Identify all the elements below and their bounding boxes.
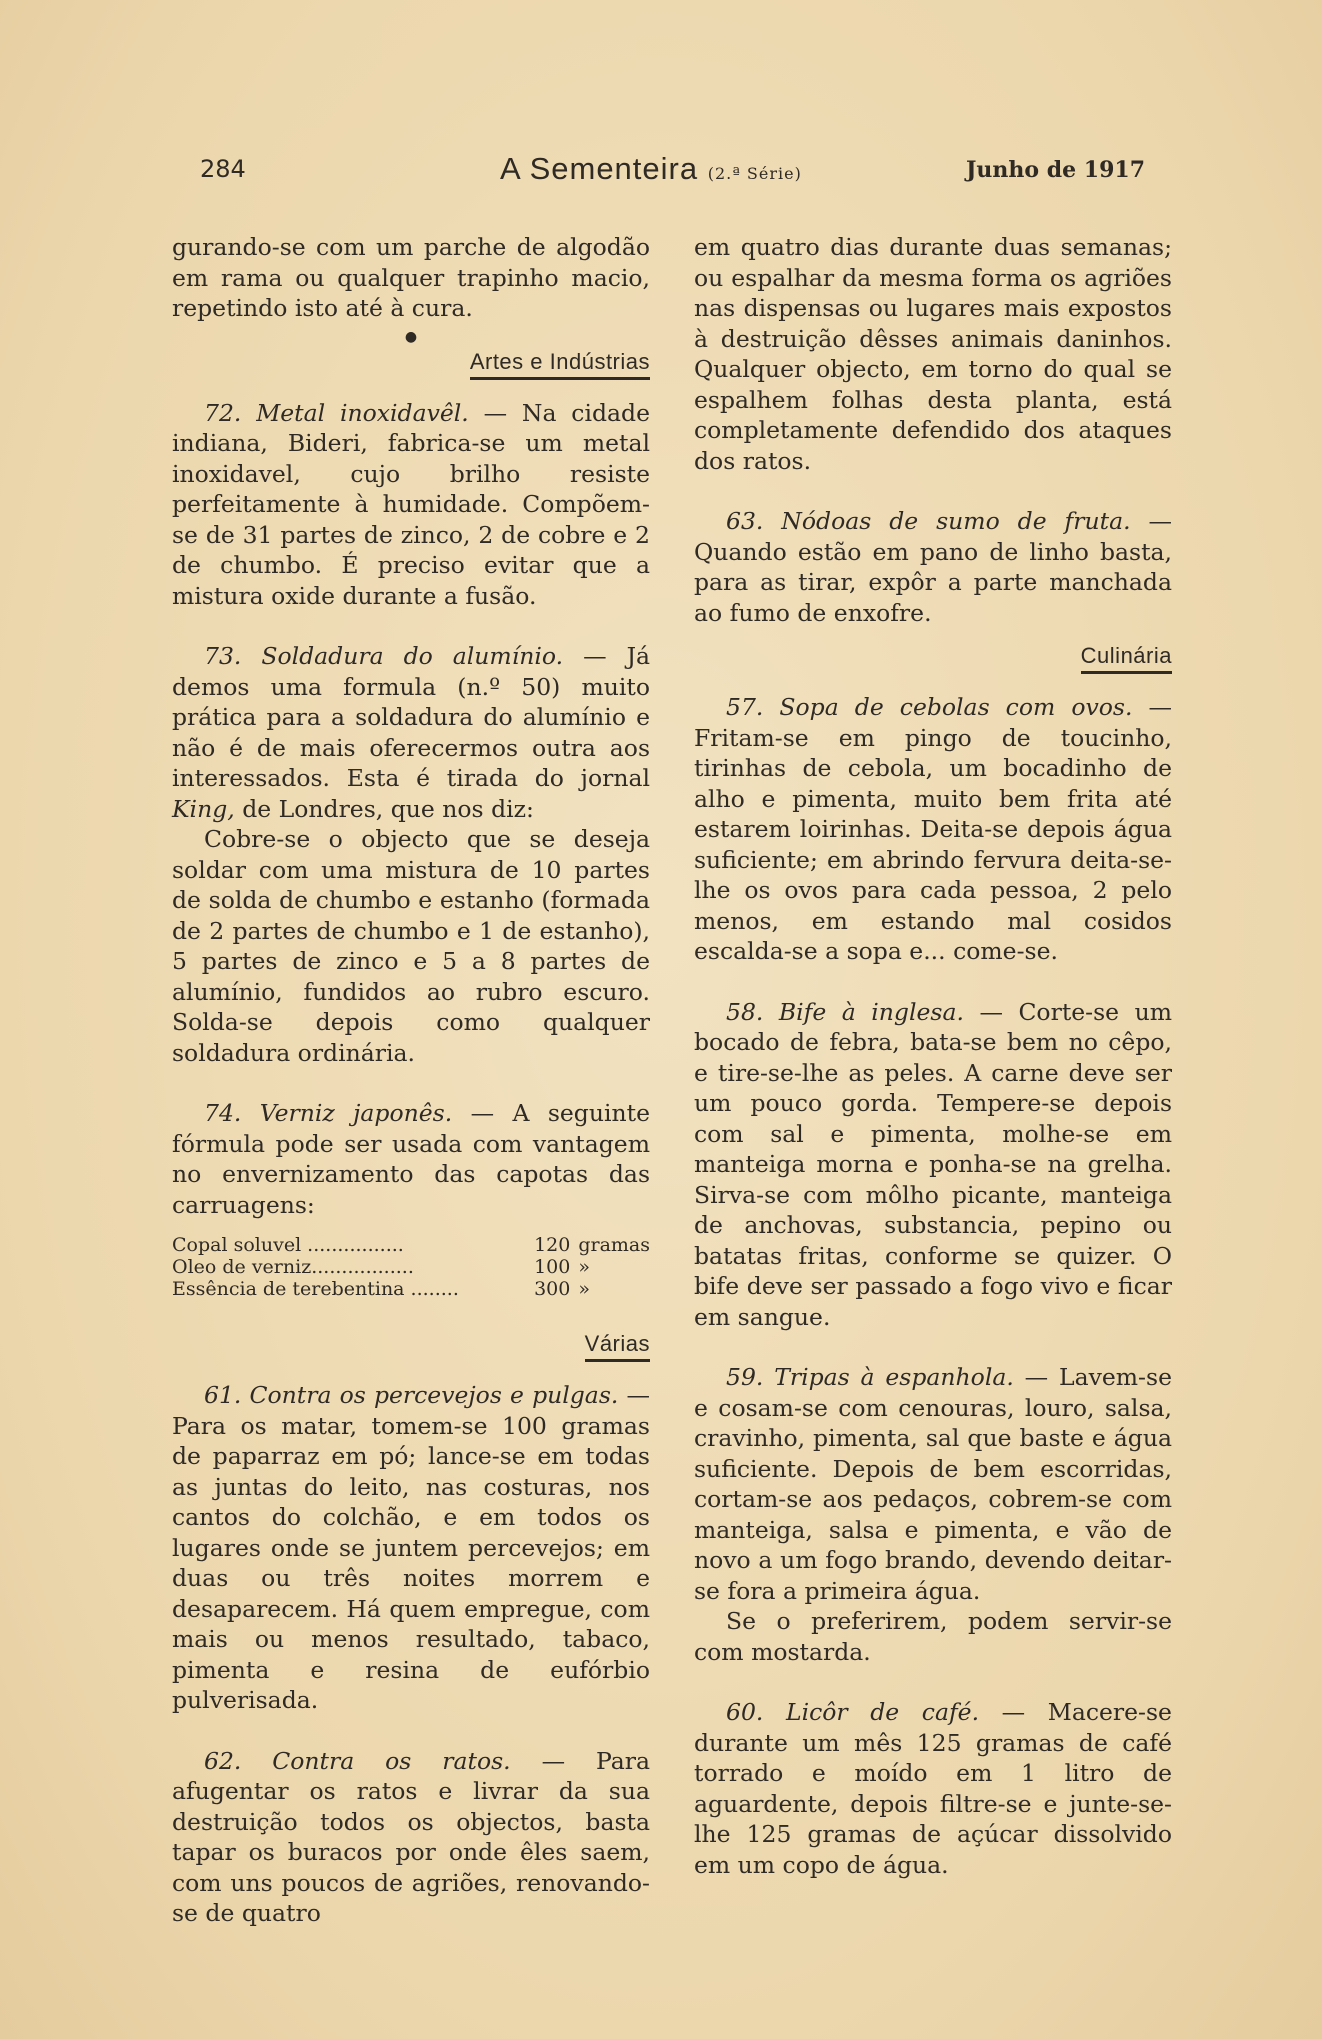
ingredient-qty: 300 [534,1278,571,1300]
continued-paragraph: em quatro dias durante duas semanas; ou espalhar da mesma forma os agriões nas dispensas ou lugares mais expostos à destruição dêsses animais daninhos. Qualquer objecto, em torno do qual se espalhem folhas desta planta, está completamente defendido dos ataques dos ratos. [694,233,1172,475]
ingredient-unit: » [578,1278,590,1300]
article-73-text2: de Londres, que nos diz: [242,794,534,823]
ingredient-qty: 100 [534,1256,571,1278]
left-column [172,232,650,1929]
article-59-body: Se o preferirem, podem servir-se com mostarda. [694,1607,1172,1666]
page-header [200,151,1145,195]
article-73-journal: King, [172,794,235,823]
article-63-text: — Quando estão em pano de linho basta, para as tirar, expôr a parte manchada ao fumo de enxofre. [694,507,1172,627]
journal-title [500,151,802,187]
article-73-title: 73. Soldadura do alumínio. [204,642,564,670]
section-heading-varias-text: Várias [585,1330,650,1362]
article-61-text: — Para os matar, tomem-se 100 gramas de paparraz em pó; lance-se em todas as juntas do leito, nas costuras, nos cantos do colchão, e em todos os lugares onde se juntem percevejos; em duas ou três noites morrem e desaparecem. Há quem empregue, com mais ou menos resultado, tabaco, pimenta e resina de eufórbio pulverisada. [172,1381,650,1714]
ingredient-unit: » [578,1256,590,1278]
right-column [694,232,1172,1880]
section-heading-varias [172,1330,650,1362]
article-74-title: 74. Verniz japonês. [204,1099,453,1127]
article-59 [694,1362,1172,1606]
article-72-text: — Na cidade indiana, Bideri, fabrica-se um metal inoxidavel, cujo brilho resiste perfeitamente à humidade. Compõem-se de 31 partes de zinco, 2 de cobre e 2 de chumbo. É preciso evitar que a mistura oxide durante a fusão. [172,398,650,610]
ingredient-name: Essência de terebentina ........ [172,1278,459,1300]
journal-title-text: A Sementeira [500,151,699,186]
ingredient-name: Copal soluvel ................ [172,1234,404,1256]
article-72 [172,398,650,612]
ingredient-name: Oleo de verniz................. [172,1256,414,1278]
section-heading-artes-text: Artes e Indústrias [470,348,650,380]
article-62 [172,1746,650,1929]
article-59-text: — Lavem-se e cosam-se com cenouras, louro, salsa, cravinho, pimenta, sal que baste e água suficiente. Depois de bem escorridas, cortam-se aos pedaços, cobrem-se com manteiga, salsa e pimenta, e vão de novo a um fogo brando, devendo deitar-se fora a primeira água. [694,1363,1172,1605]
article-74-text: — A seguinte fórmula pode ser usada com vantagem no envernizamento das capotas das carruagens: [172,1099,650,1219]
article-59-title: 59. Tripas à espanhola. [726,1363,1014,1391]
article-58-title: 58. Bife à inglesa. [726,997,964,1026]
article-58 [694,997,1172,1333]
article-62-title: 62. Contra os ratos. [204,1746,511,1775]
article-60 [694,1697,1172,1880]
article-57 [694,692,1172,967]
ingredient-unit: gramas [578,1234,650,1256]
table-row [172,1234,650,1256]
article-60-title: 60. Licôr de café. [726,1698,980,1726]
ingredient-qty: 120 [534,1234,571,1256]
series-label: (2.ª Série) [707,164,802,183]
separator-dot: ● [404,328,418,345]
article-74 [172,1098,650,1220]
section-heading-culinaria [694,642,1172,674]
article-58-text: — Corte-se um bocado de febra, bata-se bem no cêpo, e tire-se-lhe as peles. A carne deve ser um pouco gorda. Tempere-se depois com sal e pimenta, molhe-se em manteiga morna e ponha-se na grelha. Sirva-se com môlho picante, manteiga de anchovas, substancia, pepino ou batatas fritas, conforme se quizer. O bife deve ser passado a fogo vivo e ficar em sangue. [694,997,1172,1331]
recipe-table [172,1234,650,1300]
intro-paragraph: gurando-se com um parche de algodão em rama ou qualquer trapinho macio, repetindo isto até à cura. [172,233,650,322]
article-61 [172,1380,650,1716]
article-73-text: — Já demos uma formula (n.º 50) muito prática para a soldadura do alumínio e não é de mais oferecermos outra aos interessados. Esta é tirada do jornal [172,642,650,792]
article-61-title: 61. Contra os percevejos e pulgas. [204,1381,619,1409]
table-row [172,1278,650,1300]
article-72-title: 72. Metal inoxidavêl. [204,398,469,427]
article-63-title: 63. Nódoas de sumo de fruta. [726,507,1131,535]
table-row [172,1256,650,1278]
issue-date: Junho de 1917 [966,157,1145,183]
section-heading-culinaria-text: Culinária [1081,642,1172,674]
article-63 [694,506,1172,628]
article-62-text: — Para afugentar os ratos e livrar da sua destruição todos os objectos, basta tapar os buracos por onde êles saem, com uns poucos de agriões, renovando-se de quatro [172,1746,650,1927]
article-57-title: 57. Sopa de cebolas com ovos. [726,693,1133,721]
page-number: 284 [200,155,246,183]
article-60-text: — Macere-se durante um mês 125 gramas de café torrado e moído em 1 litro de aguardente, depois filtre-se e junte-se-lhe 125 gramas de açúcar dissolvido em um copo de água. [694,1698,1172,1879]
article-57-text: — Fritam-se em pingo de toucinho, tirinhas de cebola, um bocadinho de alho e pimenta, muito bem frita até estarem loirinhas. Deita-se depois água suficiente; em abrindo fervura deita-se-lhe os ovos para cada pessoa, 2 pelo menos, em estando mal cosidos escalda-se a sopa e... come-se. [694,693,1172,965]
section-heading-artes [172,348,650,380]
article-73-body: Cobre-se o objecto que se deseja soldar com uma mistura de 10 partes de solda de chumbo e estanho (formada de 2 partes de chumbo e 1 de estanho), 5 partes de zinco e 5 a 8 partes de alumínio, fundidos ao rubro escuro. Solda-se depois como qualquer soldadura ordinária. [172,825,650,1067]
article-73 [172,641,650,824]
